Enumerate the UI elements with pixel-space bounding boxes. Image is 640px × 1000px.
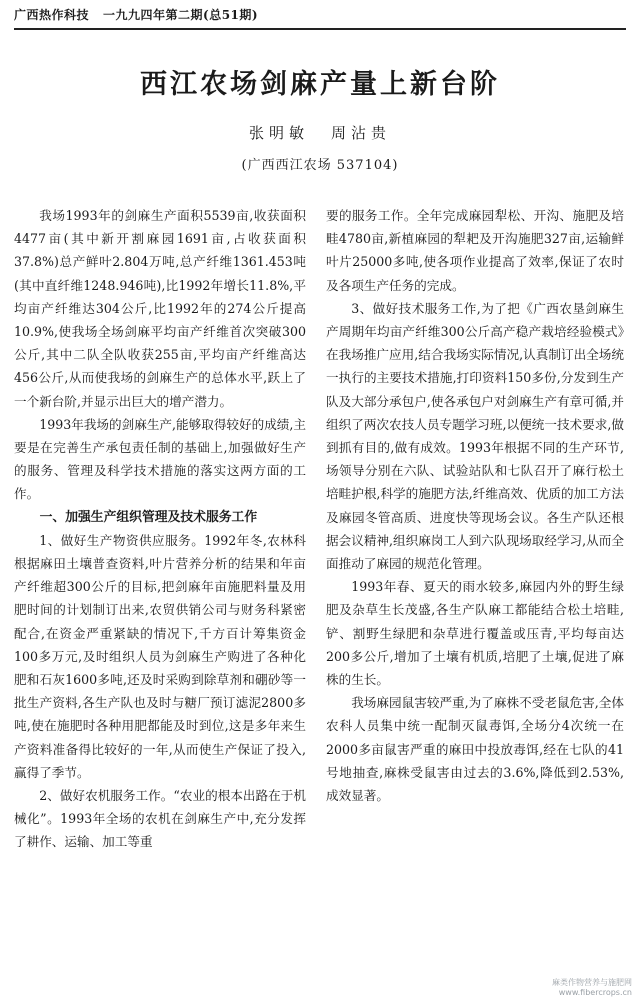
body-paragraph: 3、做好技术服务工作,为了把《广西农垦剑麻生产周期年均亩产纤维300公斤高产稳产栽培经验模式》在我场推广应用,结合我场实际情况,认真制订出全场统一执行的主要技术措施,打印资料150多份,分发到生产队及大部分承包户,使各承包户对剑麻生产有章可循,并组织了两次农技人员专题学习班,以便统一技术要求,做到抓有目的,做有成效。1993年根据不同的生产环节,场领导分别在六队、试验站队和七队召开了麻行松土培畦护根,科学的施肥方法,纤维高效、优质的加工方法及麻园冬管高质、进度快等现场会议。各生产队还根据会议精神,组织麻岗工人到六队现场取经学习,从而全面推动了麻园的规范化管理。 bbox=[326, 300, 624, 572]
body-paragraph: 1993年我场的剑麻生产,能够取得较好的成绩,主要是在完善生产承包责任制的基础上,加强做好生产的服务、管理及科学技术措施的落实这两方面的工作。 bbox=[14, 416, 306, 502]
author-list bbox=[0, 122, 640, 143]
body-paragraph: 我场1993年的剑麻生产面积5539亩,收获面积4477亩(其中新开割麻园1691亩,占收获面积37.8%)总产鲜叶2.804万吨,总产纤维1361.453吨(其中直纤维1248.946吨),比1992年增长11.8%,平均亩产纤维达304公斤,比1992年的274公斤提高10.9%,使我场全场剑麻平均亩产纤维首次突破300公斤,其中二队全队收获255亩,平均亩产纤维高达456公斤,从而使我场的剑麻生产的总体水平,跃上了一个新台阶,并显示出巨大的增产潜力。 bbox=[14, 208, 306, 409]
site-watermark bbox=[552, 978, 632, 998]
journal-name: 广西热作科技 bbox=[14, 8, 90, 22]
header-rule bbox=[14, 28, 626, 30]
author-affiliation: (广西西江农场 537104) bbox=[241, 158, 399, 173]
body-paragraph: 1993年春、夏天的雨水较多,麻园内外的野生绿肥及杂草生长茂盛,各生产队麻工都能结合松土培畦,铲、割野生绿肥和杂草进行覆盖或压青,平均每亩达200多公斤,增加了土壤有机质,培肥了土壤,促进了麻株的生长。 bbox=[326, 579, 624, 688]
body-paragraph: 我场麻园鼠害较严重,为了麻株不受老鼠危害,全体农科人员集中统一配制灭鼠毒饵,全场分4次统一在2000多亩鼠害严重的麻田中投放毒饵,经在七队的41号地抽查,麻株受鼠害由过去的3.6%,降低到2.53%,成效显著。 bbox=[326, 695, 624, 804]
author-name: 张明敏 bbox=[248, 124, 309, 142]
body-column-right bbox=[326, 204, 624, 994]
author-name: 周沾贵 bbox=[331, 124, 392, 142]
watermark-title: 麻类作物营养与施肥网 bbox=[552, 978, 632, 987]
article-title: 西江农场剑麻产量上新台阶 bbox=[140, 69, 500, 100]
body-paragraph: 要的服务工作。全年完成麻园犁松、开沟、施肥及培畦4780亩,新植麻园的犁耙及开沟施肥327亩,运输鲜叶片25000多吨,使各项作业提高了效率,保证了农时及各项生产任务的完成。 bbox=[326, 208, 624, 293]
watermark-url: www.fibercrops.cn bbox=[558, 988, 632, 997]
journal-issue: 一九九四年第二期(总51期) bbox=[103, 8, 259, 22]
body-paragraph: 1、做好生产物资供应服务。1992年冬,农林科根据麻田土壤普查资料,叶片营养分析的结果和年亩产纤维超300公斤的目标,把剑麻年亩施肥料量及用肥时间的计划制订出来,农贸供销公司与财务科紧密配合,在资金严重紧缺的情况下,千方百计筹集资金100多万元,及时组织人员为剑麻生产购进了各种化肥和石灰1600多吨,还及时采购到除草剂和硼砂等一批生产资料,各生产队也及时与糖厂预订滤泥2800多吨,使在施肥时各种用肥都能及时到位,这是多年来生产资料准备得比较好的一年,从而使生产保证了投入,赢得了季节。 bbox=[14, 532, 306, 780]
body-paragraph: 2、做好农机服务工作。“农业的根本出路在于机械化”。1993年全场的农机在剑麻生产中,充分发挥了耕作、运输、加工等重 bbox=[14, 788, 306, 850]
section-heading: 一、加强生产组织管理及技术服务工作 bbox=[39, 509, 258, 525]
body-column-left bbox=[14, 204, 306, 994]
journal-header bbox=[14, 6, 626, 23]
